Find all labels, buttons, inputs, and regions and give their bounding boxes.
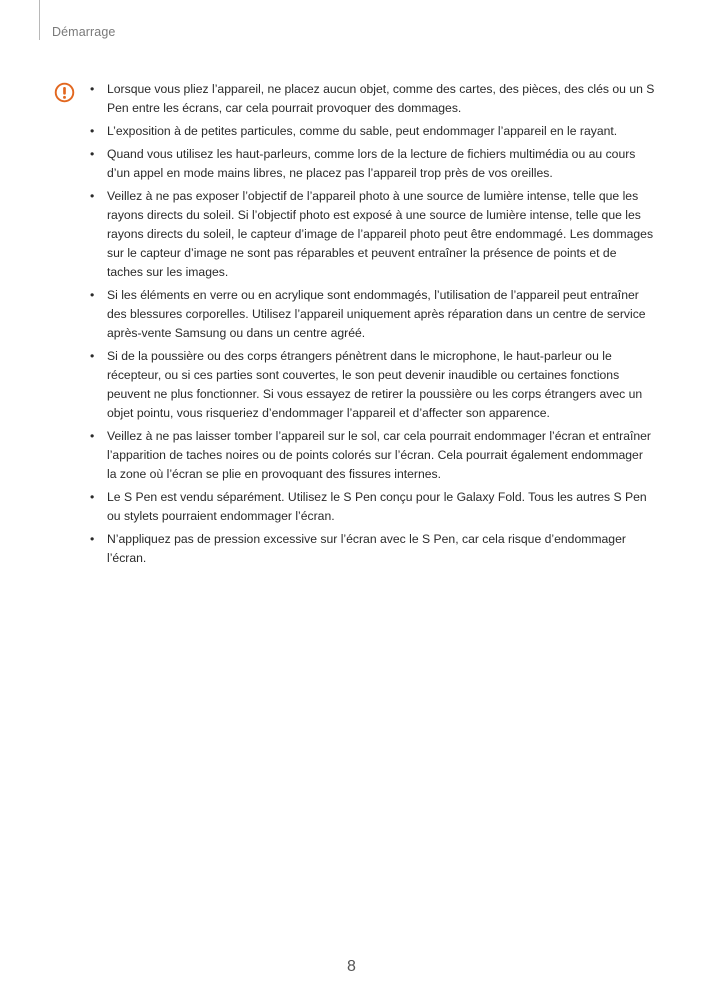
list-item: [90, 187, 655, 282]
list-item: [90, 347, 655, 423]
bullet-dot: •: [90, 288, 95, 302]
list-item-text: Quand vous utilisez les haut-parleurs, comme lors de la lecture de fichiers multimédia ou au cours d’un appel en mode mains libres, ne placez pas l’appareil trop près de vos oreilles.: [107, 147, 636, 180]
list-item-text: N’appliquez pas de pression excessive sur l’écran avec le S Pen, car cela risque d’endommager l’écran.: [107, 532, 626, 565]
bullet-dot: •: [90, 147, 95, 161]
header-divider: [39, 0, 40, 40]
list-item-text: Lorsque vous pliez l’appareil, ne placez aucun objet, comme des cartes, des pièces, des clés ou un S Pen entre les écrans, car cela pourrait provoquer des dommages.: [107, 82, 655, 115]
bullet-dot: •: [90, 124, 95, 138]
list-item-text: Le S Pen est vendu séparément. Utilisez le S Pen conçu pour le Galaxy Fold. Tous les autres S Pen ou stylets pourraient endommager l’écran.: [107, 490, 647, 523]
list-item: [90, 488, 655, 526]
list-item: [90, 530, 655, 568]
list-item: [90, 122, 655, 141]
page-number: 8: [347, 958, 356, 975]
list-item-text: Veillez à ne pas exposer l’objectif de l’appareil photo à une source de lumière intense, telle que les rayons directs du soleil. Si l’objectif photo est exposé à une source de lumière intense, telle que les rayons directs du soleil, le capteur d’image de l’appareil photo peut être endommagé. Les dommages sur le capteur d’image ne sont pas réparables et peuvent entraîner la présence de points et de taches sur les images.: [107, 189, 654, 279]
list-item-text: Veillez à ne pas laisser tomber l’appareil sur le sol, car cela pourrait endommager l’écran et entraîner l’apparition de taches noires ou de points colorés sur l’écran. Cela pourrait également endommager la zone où l’écran se plie en provoquant des fissures internes.: [107, 429, 651, 481]
bullet-dot: •: [90, 189, 95, 203]
list-item: [90, 427, 655, 484]
section-title: Démarrage: [52, 25, 116, 39]
bullet-dot: •: [90, 490, 95, 504]
list-item: [90, 286, 655, 343]
list-item-text: L’exposition à de petites particules, comme du sable, peut endommager l’appareil en le rayant.: [107, 124, 618, 138]
bullet-dot: •: [90, 429, 95, 443]
bullet-dot: •: [90, 532, 95, 546]
list-item: [90, 145, 655, 183]
bullet-dot: •: [90, 82, 95, 96]
caution-list: [90, 80, 655, 572]
bullet-dot: •: [90, 349, 95, 363]
caution-icon: [54, 82, 75, 103]
list-item-text: Si les éléments en verre ou en acrylique sont endommagés, l’utilisation de l’appareil peut entraîner des blessures corporelles. Utilisez l’appareil uniquement après réparation dans un centre de service après-vente Samsung ou dans un centre agréé.: [107, 288, 646, 340]
list-item-text: Si de la poussière ou des corps étrangers pénètrent dans le microphone, le haut-parleur ou le récepteur, ou si ces parties sont couvertes, le son peut devenir inaudible ou certaines fonctions peuvent ne plus fonctionner. Si vous essayez de retirer la poussière ou les corps étrangers avec un objet pointu, vous risqueriez d’endommager l’appareil et d’affecter son apparence.: [107, 349, 643, 420]
list-item: [90, 80, 655, 118]
